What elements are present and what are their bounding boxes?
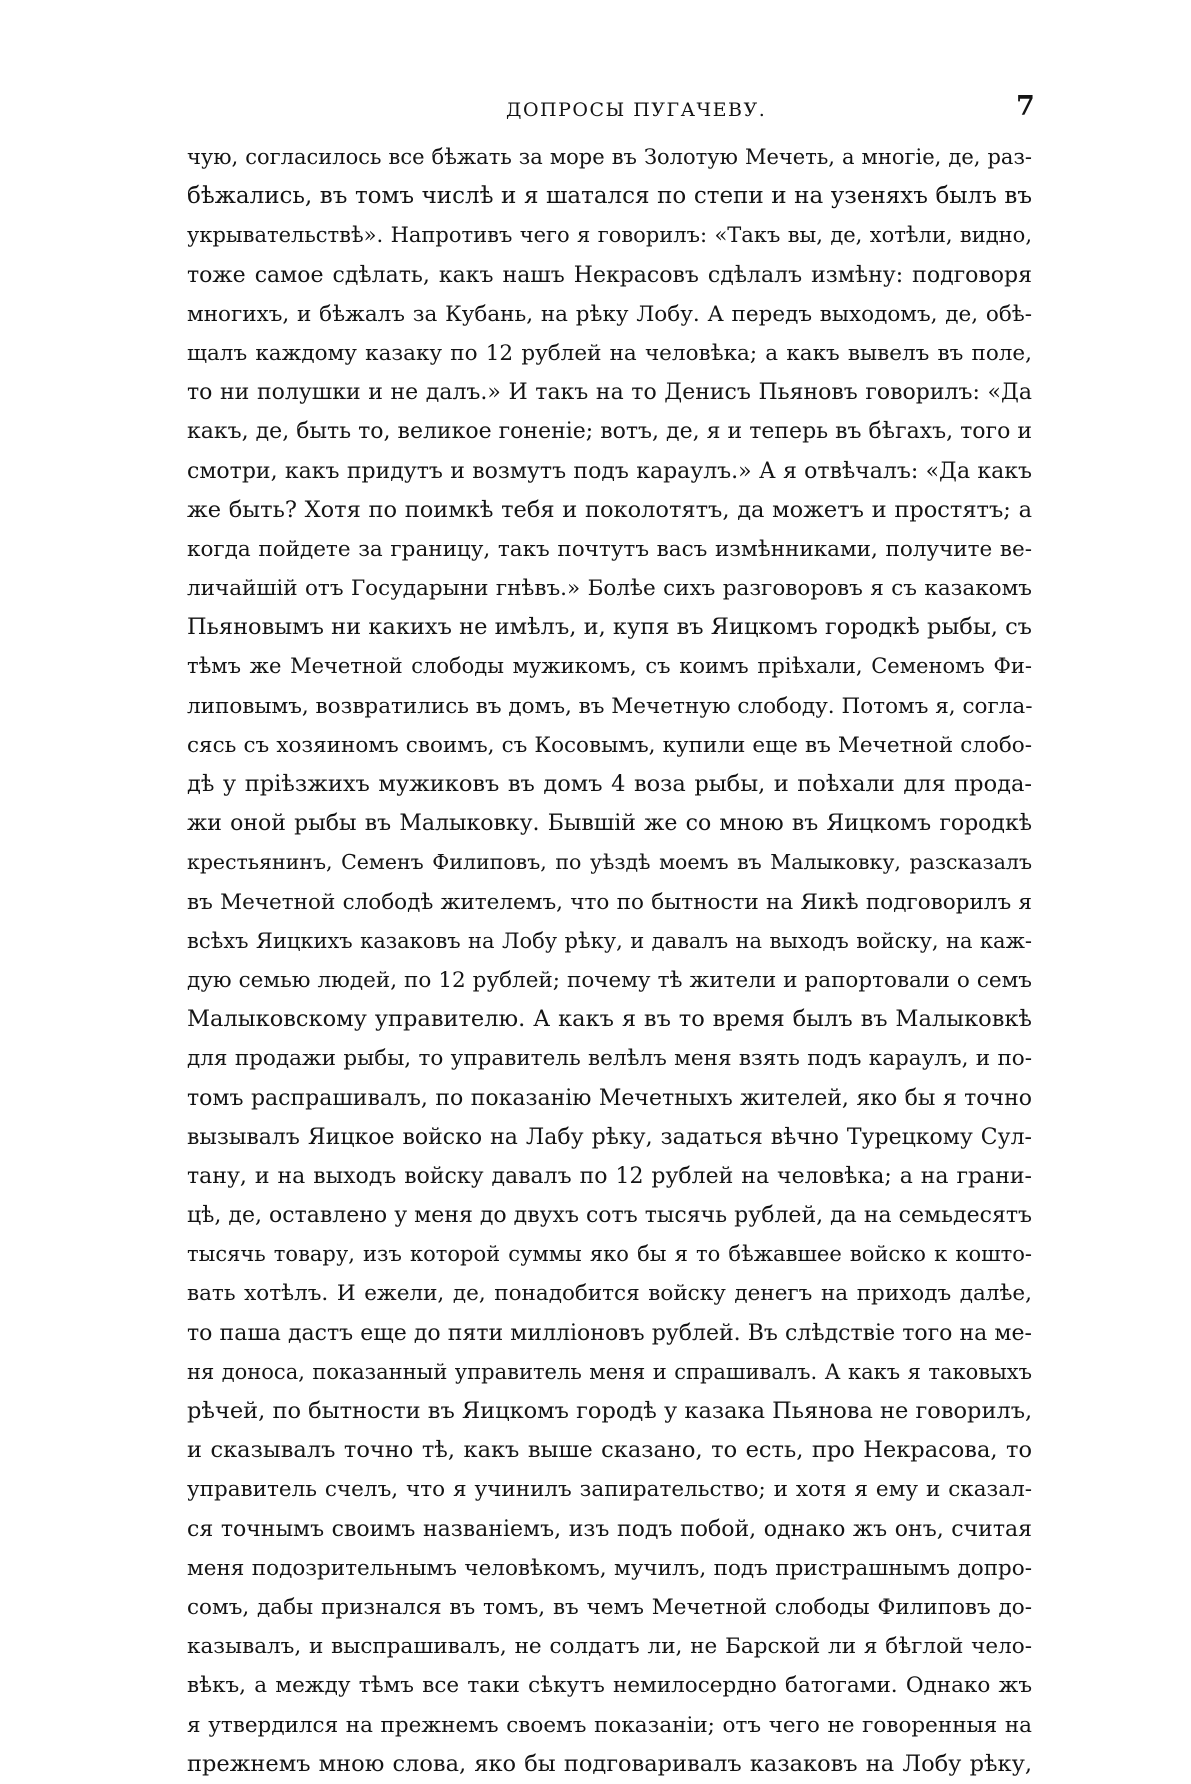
text-line: тѣмъ же Мечетной слободы мужикомъ, съ коимъ пріѣхали, Семеномъ Фи- <box>187 654 1032 679</box>
text-line: тану, и на выходъ войску давалъ по 12 рублей на человѣка; а на грани- <box>187 1163 1032 1189</box>
text-line: крестьянинъ, Семенъ Филиповъ, по уѣздѣ моемъ въ Малыковку, разсказалъ <box>187 850 1032 875</box>
text-line: вѣкъ, а между тѣмъ все таки сѣкутъ немилосердно батогами. Однако жъ <box>187 1673 1032 1699</box>
text-line: сясь съ хозяиномъ своимъ, съ Косовымъ, купили еще въ Мечетной слобо- <box>187 732 1032 758</box>
text-line: казывалъ, и выспрашивалъ, не солдатъ ли, не Барской ли я бѣглой чело- <box>187 1634 1032 1660</box>
text-line: всѣхъ Яицкихъ казаковъ на Лобу рѣку, и давалъ на выходъ войску, на каж- <box>187 928 1032 953</box>
text-line: ся точнымъ своимъ названіемъ, изъ подъ побой, однако жъ онъ, считая <box>187 1516 1032 1542</box>
text-line: прежнемъ мною слова, яко бы подговаривалъ казаковъ на Лобу рѣку, <box>187 1750 1032 1777</box>
text-line: и сказывалъ точно тѣ, какъ выше сказано, то есть, про Некрасова, то <box>187 1437 1032 1464</box>
text-line: цѣ, де, оставлено у меня до двухъ сотъ тысячь рублей, да на семьдесятъ <box>187 1203 1032 1229</box>
text-line: чую, согласилось все бѣжать за море въ Золотую Мечеть, а многіе, де, раз- <box>187 145 1032 169</box>
text-line: Малыковскому управителю. А какъ я въ то время былъ въ Малыковкѣ <box>187 1006 1032 1033</box>
text-line: ня доноса, показанный управитель меня и спрашивалъ. А какъ я таковыхъ <box>187 1359 1032 1384</box>
text-line: тысячь товару, изъ которой суммы яко бы я то бѣжавшее войско к кошто- <box>187 1242 1032 1267</box>
text-line: сомъ, дабы признался въ томъ, въ чемъ Мечетной слободы Филиповъ до- <box>187 1594 1032 1620</box>
text-line: то паша дастъ еще до пяти милліоновъ рублей. Въ слѣдствіе того на ме- <box>187 1320 1032 1346</box>
text-line: щалъ каждому казаку по 12 рублей на человѣка; а какъ вывелъ въ поле, <box>187 340 1032 366</box>
body-text <box>187 138 1032 1784</box>
page-number: 7 <box>1016 91 1035 122</box>
text-line: вать хотѣлъ. И ежели, де, понадобится войску денегъ на приходъ далѣе, <box>187 1281 1032 1307</box>
text-line: дѣ у пріѣзжихъ мужиковъ въ домъ 4 воза рыбы, и поѣхали для прода- <box>187 771 1032 797</box>
text-line: томъ распрашивалъ, по показанію Мечетныхъ жителей, яко бы я точно <box>187 1085 1032 1111</box>
text-line: меня подозрительнымъ человѣкомъ, мучилъ, подъ пристрашнымъ допро- <box>187 1555 1032 1581</box>
text-line: я утвердился на прежнемъ своемъ показаніи; отъ чего не говоренныя на <box>187 1712 1032 1738</box>
text-line: Пьяновымъ ни какихъ не имѣлъ, и, купя въ Яицкомъ городкѣ рыбы, съ <box>187 614 1032 641</box>
text-line: смотри, какъ придутъ и возмутъ подъ караулъ.» А я отвѣчалъ: «Да какъ <box>187 458 1032 484</box>
text-line: рѣчей, по бытности въ Яицкомъ городѣ у казака Пьянова не говорилъ, <box>187 1398 1032 1424</box>
text-line: дую семью людей, по 12 рублей; почему тѣ жители и рапортовали о семъ <box>187 967 1032 993</box>
running-title: ДОПРОСЫ ПУГАЧЕВУ. <box>506 99 767 121</box>
text-line: многихъ, и бѣжалъ за Кубань, на рѣку Лобу. А передъ выходомъ, де, обѣ- <box>187 301 1032 327</box>
text-line: то ни полушки и не далъ.» И такъ на то Денисъ Пьяновъ говорилъ: «Да <box>187 380 1032 406</box>
text-line: укрывательствѣ». Напротивъ чего я говорилъ: «Такъ вы, де, хотѣли, видно, <box>187 223 1032 248</box>
text-line: управитель счелъ, что я учинилъ запирательство; и хотя я ему и сказал- <box>187 1477 1032 1503</box>
text-line: тоже самое сдѣлать, какъ нашъ Некрасовъ сдѣлалъ измѣну: подговоря <box>187 262 1032 288</box>
text-line: для продажи рыбы, то управитель велѣлъ меня взять подъ караулъ, и по- <box>187 1046 1032 1072</box>
text-line: же быть? Хотя по поимкѣ тебя и поколотятъ, да можетъ и простятъ; а <box>187 496 1032 523</box>
text-line: липовымъ, возвратились въ домъ, въ Мечетную слободу. Потомъ я, согла- <box>187 693 1032 719</box>
text-line: личайшій отъ Государыни гнѣвъ.» Болѣе сихъ разговоровъ я съ казакомъ <box>187 576 1032 602</box>
text-line: въ Мечетной слободѣ жителемъ, что по бытности на Яикѣ подговорилъ я <box>187 889 1032 915</box>
text-line: жи оной рыбы въ Малыковку. Бывшій же со мною въ Яицкомъ городкѣ <box>187 811 1032 837</box>
text-line: бѣжались, въ томъ числѣ и я шатался по степи и на узеняхъ былъ въ <box>187 183 1032 210</box>
text-line: какъ, де, быть то, великое гоненіе; вотъ, де, я и теперь въ бѣгахъ, того и <box>187 419 1032 445</box>
text-line: вызывалъ Яицкое войско на Лабу рѣку, задаться вѣчно Турецкому Сул- <box>187 1124 1032 1150</box>
text-line: когда пойдете за границу, такъ почтутъ васъ измѣнниками, получите ве- <box>187 536 1032 562</box>
